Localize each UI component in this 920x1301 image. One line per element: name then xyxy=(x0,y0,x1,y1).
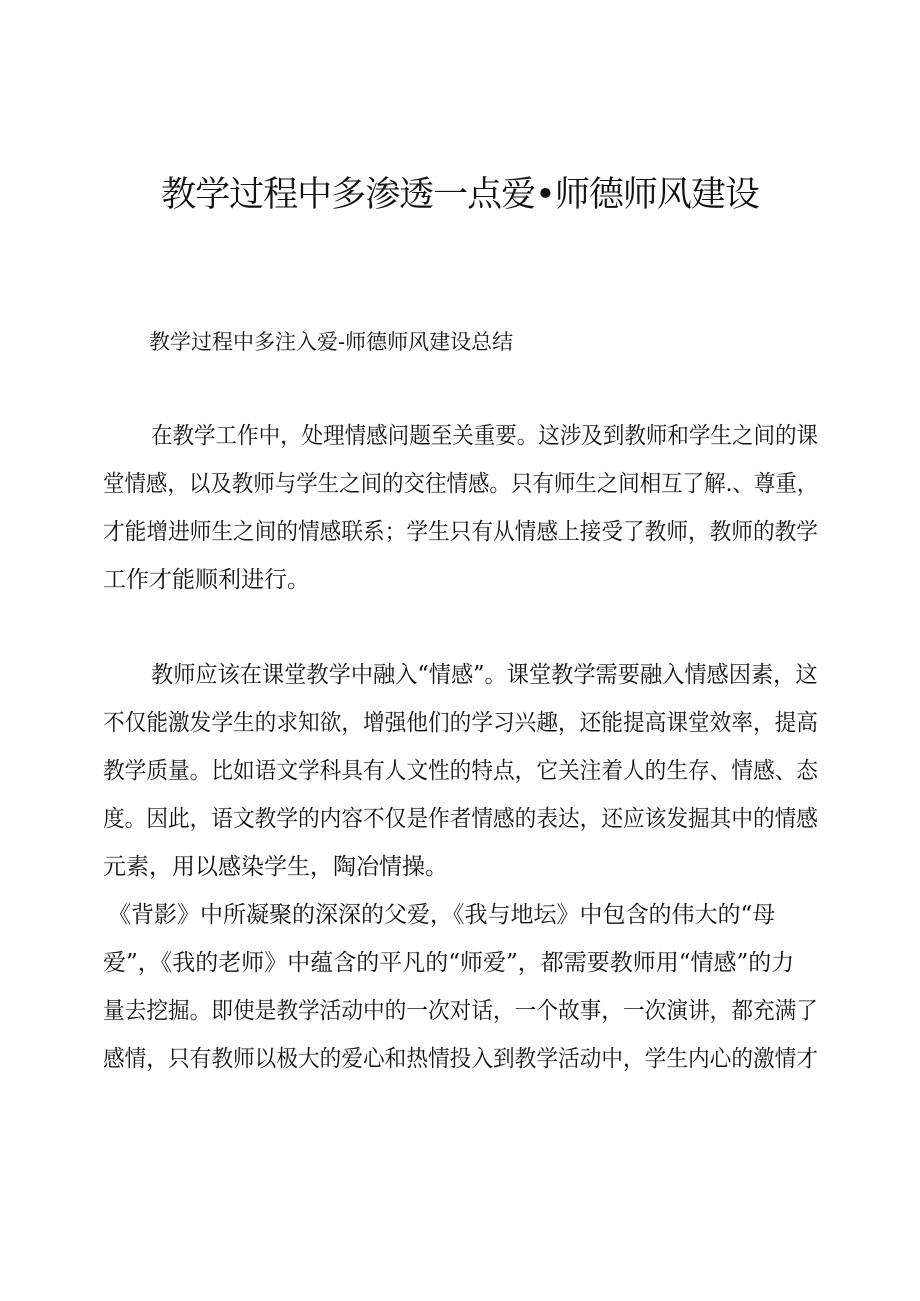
paragraph-1-line-4: 工作才能顺利进行。 xyxy=(103,567,310,593)
paragraph-2-line-4: 度。因此，语文教学的内容不仅是作者情感的表达，还应该发掘其中的情感 xyxy=(103,806,818,832)
paragraph-3-line-4: 感情，只有教师以极大的爱心和热情投入到教学活动中，学生内心的激情才 xyxy=(103,1046,818,1072)
paragraph-2-line-3: 教学质量。比如语文学科具有人文性的特点，它关注着人的生存、情感、态 xyxy=(103,758,818,784)
paragraph-1-line-3: 才能增进师生之间的情感联系；学生只有从情感上接受了教师，教师的教学 xyxy=(103,519,818,545)
paragraph-1-line-2: 堂情感，以及教师与学生之间的交往情感。只有师生之间相互了解.、尊重， xyxy=(103,471,819,497)
document-subtitle: 教学过程中多注入爱-师德师风建设总结 xyxy=(149,330,514,354)
document-title: 教学过程中多渗透一点爱•师德师风建设 xyxy=(161,175,759,215)
paragraph-3-line-1: 《背影》中所凝聚的深深的父爱，《我与地坛》中包含的伟大的“母 xyxy=(108,902,776,928)
paragraph-2-line-2: 不仅能激发学生的求知欲，增强他们的学习兴趣，还能提高课堂效率，提高 xyxy=(103,710,818,736)
paragraph-1-line-1: 在教学工作中，处理情感问题至关重要。这涉及到教师和学生之间的课 xyxy=(151,423,819,449)
paragraph-3-line-3: 量去挖掘。即使是教学活动中的一次对话，一个故事，一次演讲，都充满了 xyxy=(103,998,818,1024)
paragraph-2-line-1: 教师应该在课堂教学中融入“情感”。课堂教学需要融入情感因素，这 xyxy=(151,662,818,688)
paragraph-3-line-2: 爱”，《我的老师》中蕴含的平凡的“师爱”，都需要教师用“情感”的力 xyxy=(103,950,795,976)
paragraph-2-line-5: 元素，用以感染学生，陶冶情操。 xyxy=(103,854,448,880)
